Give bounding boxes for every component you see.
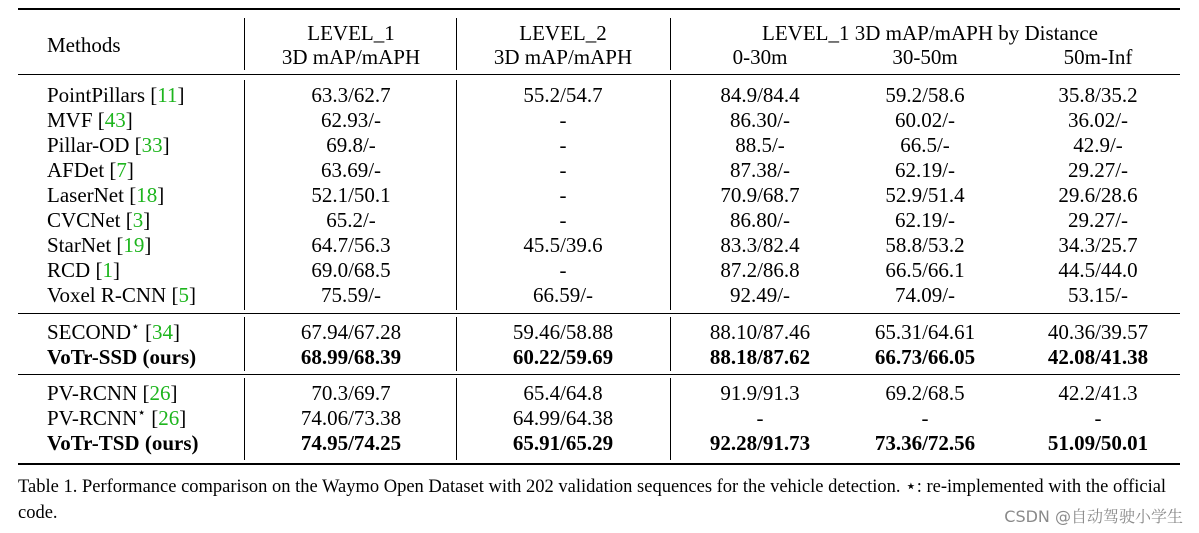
header-dist-0-30: 0-30m	[732, 45, 788, 69]
cell-dist-0-30: 86.80/-	[729, 208, 791, 232]
method-label: MVF	[47, 108, 93, 132]
citation-link[interactable]: 19	[123, 233, 145, 257]
cell-dist-50-inf: 29.27/-	[1067, 158, 1129, 182]
cell-level1: 63.3/62.7	[311, 83, 391, 107]
cell-level1: 74.95/74.25	[300, 431, 402, 455]
cell-level2: -	[559, 108, 567, 132]
cell-dist-30-50: 60.02/-	[894, 108, 956, 132]
cell-dist-50-inf: 42.9/-	[1073, 133, 1123, 157]
cell-level1: 75.59/-	[320, 283, 382, 307]
method-name: Voxel R-CNN [5]	[47, 283, 196, 307]
cell-dist-30-50: 69.2/68.5	[885, 381, 965, 405]
method-label: VoTr-TSD (ours)	[47, 431, 199, 455]
citation-link[interactable]: 33	[141, 133, 163, 157]
cell-level1: 70.3/69.7	[311, 381, 391, 405]
cell-dist-30-50: 65.31/64.61	[874, 320, 976, 344]
vrule-level2-header	[670, 18, 671, 70]
cell-level1: 63.69/-	[320, 158, 382, 182]
citation-link[interactable]: 18	[136, 183, 158, 207]
cell-level2: -	[559, 158, 567, 182]
cell-dist-30-50: 52.9/51.4	[885, 183, 965, 207]
cell-dist-0-30: 70.9/68.7	[720, 183, 800, 207]
vrule-level2-g2	[670, 317, 671, 371]
citation-link[interactable]: 26	[149, 381, 171, 405]
method-label: Pillar-OD	[47, 133, 130, 157]
method-name: AFDet [7]	[47, 158, 134, 182]
cell-dist-50-inf: -	[1094, 406, 1102, 430]
cell-dist-50-inf: 36.02/-	[1067, 108, 1129, 132]
table-caption: Table 1. Performance comparison on the Waymo Open Dataset with 202 validation sequences for the vehicle detection. ⋆: re-implemented with the official code.	[18, 477, 1167, 523]
method-name: Pillar-OD [33]	[47, 133, 170, 157]
cell-level1: 62.93/-	[320, 108, 382, 132]
cell-dist-0-30: -	[756, 406, 764, 430]
citation-link[interactable]: 3	[132, 208, 144, 232]
method-name: MVF [43]	[47, 108, 133, 132]
cell-dist-0-30: 86.30/-	[729, 108, 791, 132]
cell-dist-50-inf: 29.27/-	[1067, 208, 1129, 232]
reimplemented-star: ⋆	[137, 406, 147, 421]
cell-dist-0-30: 87.38/-	[729, 158, 791, 182]
method-label: SECOND	[47, 320, 132, 344]
header-level2-metric: 3D mAP/mAPH	[493, 45, 633, 69]
header-dist-30-50: 30-50m	[892, 45, 958, 69]
cell-dist-50-inf: 53.15/-	[1067, 283, 1129, 307]
citation-link[interactable]: 26	[158, 406, 180, 430]
cell-dist-0-30: 84.9/84.4	[720, 83, 800, 107]
cell-level2: 55.2/54.7	[523, 83, 603, 107]
cell-dist-0-30: 92.28/91.73	[709, 431, 811, 455]
method-name: PointPillars [11]	[47, 83, 185, 107]
citation-link[interactable]: 43	[104, 108, 126, 132]
citation-link[interactable]: 11	[157, 83, 178, 107]
vrule-level2-g3	[670, 378, 671, 460]
cell-dist-0-30: 88.18/87.62	[709, 345, 811, 369]
citation-link[interactable]: 7	[116, 158, 127, 182]
cell-level1: 64.7/56.3	[311, 233, 391, 257]
cell-dist-30-50: 66.5/-	[900, 133, 950, 157]
header-methods: Methods	[47, 33, 121, 57]
cell-dist-0-30: 88.5/-	[735, 133, 785, 157]
cell-dist-30-50: 73.36/72.56	[874, 431, 976, 455]
method-label: VoTr-SSD (ours)	[47, 345, 197, 369]
cell-level2: 64.99/64.38	[512, 406, 614, 430]
cell-dist-50-inf: 42.08/41.38	[1047, 345, 1149, 369]
header-distance: LEVEL_1 3D mAP/mAPH by Distance	[762, 21, 1098, 45]
cell-dist-30-50: 74.09/-	[894, 283, 956, 307]
cell-dist-0-30: 91.9/91.3	[720, 381, 800, 405]
cell-level2: -	[559, 133, 567, 157]
bottom-rule	[18, 463, 1180, 465]
method-label: Voxel R-CNN	[47, 283, 167, 307]
method-name	[47, 345, 196, 370]
method-label: PointPillars	[47, 83, 146, 107]
header-level1: LEVEL_1	[307, 21, 395, 45]
header-dist-50-inf: 50m-Inf	[1063, 45, 1133, 69]
method-label: LaserNet	[47, 183, 124, 207]
citation-link[interactable]: 5	[178, 283, 189, 307]
cell-dist-30-50: 62.19/-	[894, 208, 956, 232]
header-level2: LEVEL_2	[519, 21, 607, 45]
citation-link[interactable]: 1	[102, 258, 113, 282]
cell-dist-50-inf: 42.2/41.3	[1058, 381, 1138, 405]
method-name: StarNet [19]	[47, 233, 152, 257]
group-rule-2	[18, 374, 1180, 375]
method-name: LaserNet [18]	[47, 183, 165, 207]
cell-level1: 68.99/68.39	[300, 345, 402, 369]
cell-dist-50-inf: 44.5/44.0	[1058, 258, 1138, 282]
method-label: CVCNet	[47, 208, 121, 232]
method-label: PV-RCNN	[47, 406, 138, 430]
cell-level1: 74.06/73.38	[300, 406, 402, 430]
reimplemented-star: ⋆	[131, 320, 140, 335]
citation-link[interactable]: 34	[152, 320, 174, 344]
cell-level1: 69.8/-	[326, 133, 376, 157]
method-label: AFDet	[47, 158, 105, 182]
cell-level2: -	[559, 183, 567, 207]
method-name: PV-RCNN [26]	[47, 381, 178, 405]
watermark: CSDN @自动驾驶小学生	[1004, 507, 1183, 526]
cell-level2: 59.46/58.88	[512, 320, 614, 344]
method-label: PV-RCNN	[47, 381, 138, 405]
cell-level2: 65.4/64.8	[523, 381, 603, 405]
cell-dist-30-50: 66.5/66.1	[885, 258, 965, 282]
method-name: RCD [1]	[47, 258, 120, 282]
cell-dist-50-inf: 35.8/35.2	[1058, 83, 1138, 107]
cell-level1: 52.1/50.1	[311, 183, 391, 207]
cell-dist-30-50: 59.2/58.6	[885, 83, 965, 107]
cell-level2: -	[559, 258, 567, 282]
cell-dist-30-50: 62.19/-	[894, 158, 956, 182]
cell-level1: 65.2/-	[326, 208, 376, 232]
method-name: CVCNet [3]	[47, 208, 151, 232]
method-name	[47, 431, 198, 456]
cell-level2: 45.5/39.6	[523, 233, 603, 257]
cell-level2: 66.59/-	[532, 283, 594, 307]
vrule-methods-header	[244, 18, 245, 70]
cell-level2: -	[559, 208, 567, 232]
cell-dist-30-50: 58.8/53.2	[885, 233, 965, 257]
cell-dist-0-30: 88.10/87.46	[709, 320, 811, 344]
cell-level1: 67.94/67.28	[300, 320, 402, 344]
cell-level1: 69.0/68.5	[311, 258, 391, 282]
method-label: StarNet	[47, 233, 112, 257]
cell-dist-50-inf: 34.3/25.7	[1058, 233, 1138, 257]
header-level1-metric: 3D mAP/mAPH	[281, 45, 421, 69]
cell-dist-0-30: 92.49/-	[729, 283, 791, 307]
cell-level2: 60.22/59.69	[512, 345, 614, 369]
cell-dist-0-30: 87.2/86.8	[720, 258, 800, 282]
vrule-level2-g1	[670, 80, 671, 310]
cell-dist-30-50: -	[921, 406, 929, 430]
cell-dist-0-30: 83.3/82.4	[720, 233, 800, 257]
method-name: PV-RCNN⋆ [26]	[47, 406, 187, 430]
method-name: SECOND⋆ [34]	[47, 320, 181, 344]
cell-dist-50-inf: 29.6/28.6	[1058, 183, 1138, 207]
header-rule	[18, 74, 1180, 75]
vrule-level1-header	[456, 18, 457, 70]
method-label: RCD	[47, 258, 91, 282]
group-rule-1	[18, 313, 1180, 314]
top-rule	[18, 8, 1180, 10]
cell-dist-50-inf: 51.09/50.01	[1047, 431, 1149, 455]
cell-dist-50-inf: 40.36/39.57	[1047, 320, 1149, 344]
cell-dist-30-50: 66.73/66.05	[874, 345, 976, 369]
cell-level2: 65.91/65.29	[512, 431, 614, 455]
